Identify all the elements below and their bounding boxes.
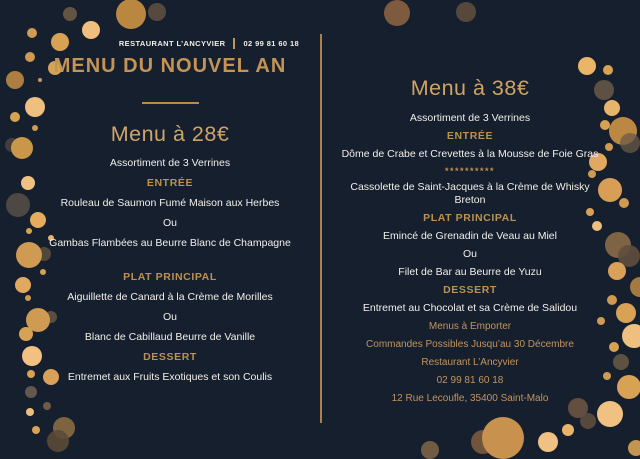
- decor-dot: [613, 354, 629, 370]
- column-divider-line: [320, 34, 322, 423]
- menu-item: **********: [444, 166, 496, 176]
- decor-dot: [603, 65, 613, 75]
- menu-item: Rouleau de Saumon Fumé Maison aux Herbes: [60, 197, 280, 209]
- menu-item: Restaurant L’Ancyvier: [421, 357, 519, 368]
- menu-item: [20, 257, 320, 271]
- menu-item: PLAT PRINCIPAL: [123, 271, 217, 283]
- menu-item: Ou: [162, 311, 177, 323]
- decor-dot: [384, 0, 410, 26]
- menu-item: Commandes Possibles Jusqu’au 30 Décembre: [366, 339, 574, 350]
- menu-28-title: Menu à 28€: [110, 122, 230, 146]
- menu-item: Blanc de Cabillaud Beurre de Vanille: [84, 331, 256, 343]
- decor-dot: [10, 112, 20, 122]
- restaurant-phone: 02 99 81 60 18: [243, 39, 300, 48]
- decor-dot: [482, 417, 524, 459]
- decor-dot: [617, 375, 640, 399]
- menu-item: DESSERT: [443, 284, 497, 296]
- decor-dot: [82, 21, 100, 39]
- decor-dot: [580, 413, 596, 429]
- menu-38-items: [335, 112, 605, 410]
- menu-item: Assortiment de 3 Verrines: [109, 157, 231, 169]
- page-title: MENU DU NOUVEL AN: [53, 55, 287, 77]
- decor-dot: [607, 295, 617, 305]
- menu-item: Ou: [162, 217, 177, 229]
- menu-item: ENTRÉE: [446, 130, 494, 142]
- menu-item: Cassolette de Saint-Jacques à la Crème de Whisky Breton: [350, 181, 590, 206]
- decor-dot: [620, 133, 640, 153]
- menu-item: Menus à Emporter: [428, 321, 512, 332]
- decor-dot: [622, 324, 640, 348]
- decor-dot: [38, 78, 42, 82]
- decor-dot: [628, 440, 640, 456]
- menu-item: Emincé de Grenadin de Veau au Miel: [383, 230, 557, 242]
- decor-dot: [609, 342, 619, 352]
- decor-dot: [538, 432, 558, 452]
- menu-item: Aiguillette de Canard à la Crème de Morilles: [67, 291, 273, 303]
- decor-dot: [456, 2, 476, 22]
- decor-dot: [421, 441, 439, 459]
- menu-item: Assortiment de 3 Verrines: [409, 112, 531, 124]
- title-underline: [142, 102, 199, 104]
- menu-item: DESSERT: [143, 351, 197, 363]
- decor-dot: [630, 277, 640, 297]
- decor-dot: [27, 28, 37, 38]
- decor-dot: [47, 430, 69, 452]
- menu-item: Entremet au Chocolat et sa Crème de Salidou: [362, 302, 578, 314]
- decor-dot: [32, 426, 40, 434]
- menu-item: 12 Rue Lecoufle, 35400 Saint-Malo: [391, 393, 549, 404]
- menu-item: PLAT PRINCIPAL: [423, 212, 517, 224]
- menu-item: Ou: [462, 248, 477, 260]
- decor-dot: [63, 7, 77, 21]
- menu-item: 02 99 81 60 18: [436, 375, 504, 386]
- decor-dot: [608, 262, 626, 280]
- menu-item: ENTRÉE: [146, 177, 194, 189]
- menu-28-items: [20, 157, 320, 391]
- decor-dot: [605, 143, 613, 151]
- restaurant-name: RESTAURANT L’ANCYVIER: [118, 39, 226, 48]
- decor-dot: [43, 402, 51, 410]
- decor-dot: [616, 303, 636, 323]
- decor-dot: [562, 424, 574, 436]
- decor-dot: [148, 3, 166, 21]
- decor-dot: [578, 57, 596, 75]
- decor-dot: [116, 0, 146, 29]
- decor-dot: [25, 97, 45, 117]
- decor-dot: [619, 198, 629, 208]
- menu-item: Dôme de Crabe et Crevettes à la Mousse de Foie Gras: [341, 148, 599, 160]
- decor-dot: [604, 100, 620, 116]
- header-contact-line: [59, 38, 359, 49]
- menu-item: Filet de Bar au Beurre de Yuzu: [398, 266, 542, 278]
- header-separator-bar: [233, 38, 235, 49]
- menu-item: Gambas Flambées au Beurre Blanc de Champagne: [49, 237, 291, 249]
- menu-38-title: Menu à 38€: [410, 76, 530, 100]
- menu-item: Entremet aux Fruits Exotiques et son Coulis: [67, 371, 273, 383]
- decor-dot: [26, 408, 34, 416]
